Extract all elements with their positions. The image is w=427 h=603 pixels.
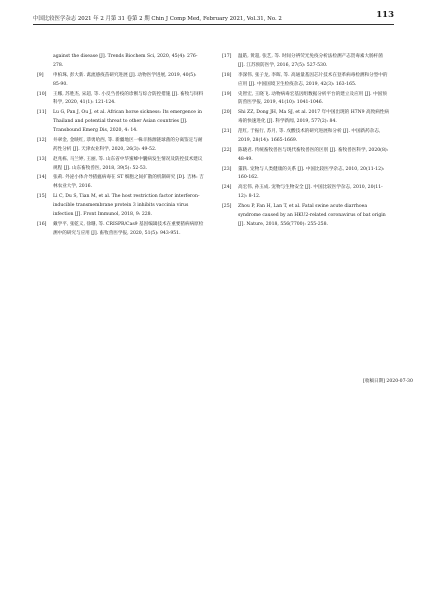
reference-item [37, 174, 205, 192]
reference-number: [23] [222, 166, 232, 172]
running-header [33, 8, 394, 22]
reference-text: 李深伟, 张子龙, 李晖, 等. 高通量基因芯片技术在登革病毒检测和分型中的应用 [J]. 中国国境卫生检疫杂志, 2019, 42(3): 163-165. [238, 72, 388, 87]
page-number: 113 [376, 10, 394, 20]
reference-number: [10] [37, 91, 47, 97]
reference-number: [17] [222, 54, 232, 59]
reference-text: 赵兆栋, 马兰婷, 王丽, 等. 山东省中华蜜蜂中囊病发生情况及防控技术建议规程 [J]. 山东畜牧兽医, 2018, 39(5): 52-53. [53, 156, 203, 171]
reference-column-left [37, 53, 205, 240]
reference-text: Li C, Du S, Tian M, et al. The host restriction factor interferon-inducible transmembrane protein 3 inhibits vaccinia virus infection [J]. Front Immunol, 2018, 9: 228. [53, 194, 200, 217]
reference-text: 井翠金, 金映红, 恭勇哈西, 等. 新疆地区一株羊肠源链球菌的分离鉴定与耐药性分析 [J]. 天津农业科学, 2020, 26(3): 49-52. [53, 137, 203, 152]
received-date: [收稿日期] 2020-07-30 [363, 379, 413, 384]
reference-number: [19] [222, 91, 232, 97]
reference-number: [15] [37, 194, 47, 200]
reference-number: [12] [37, 137, 47, 143]
reference-number: [20] [222, 110, 232, 116]
reference-item [37, 221, 205, 239]
reference-item [222, 53, 390, 71]
reference-text: 董轶. 宠物与人类健康的关系 [J]. 中国比较医学杂志, 2010, 20(11-12): 160-162. [238, 166, 385, 181]
reference-text: 戴学平, 张乾义, 徐珊, 等. CRISPR/Cas9 基因编辑技术在重要猪病病原检测中的研究与应用 [J]. 畜牧兽医学报, 2020, 51(5): 943-951. [53, 221, 204, 236]
reference-number: [9] [37, 72, 44, 78]
reference-text: 温皓, 黄超, 张艺, 等. 时间分辨荧光免疫分析法检测产志贺毒素大肠杆菌 [J]. 江苏预防医学, 2016, 27(5): 527-530. [238, 54, 383, 68]
reference-item [222, 147, 390, 165]
reference-item [222, 109, 390, 127]
reference-text: 申柏珠, 彭大新. 禽流感疫苗研究进展 [J]. 动物医学进展, 2019, 40(5): 85-90. [53, 72, 197, 87]
reference-text: 范红, 于振行, 苏月, 等. 戊酸技术的研究进展和分析 [J]. 中国新药杂志, 2019, 28(14): 1665-1669. [238, 129, 381, 143]
reference-column-right [222, 53, 390, 231]
reference-text: 高宏伟, 孙玉成. 宠物与生物安全 [J]. 中国比较医学杂志, 2010, 20(11-12): 8-12. [238, 185, 383, 200]
reference-text: 张莉. 外泌小体介导猪瘟病毒在 ST 细胞之间扩散的机制研究 [D]. 吉林: 吉林农业大学, 2016. [53, 175, 204, 190]
reference-item [222, 203, 390, 229]
reference-number: [24] [222, 185, 232, 191]
reference-item [222, 72, 390, 90]
reference-text: against the disease [J]. Trends Biochem Sci, 2020, 45(4): 276-278. [53, 54, 198, 68]
reference-number: [14] [37, 175, 47, 181]
reference-item [37, 109, 205, 135]
reference-item [37, 193, 205, 219]
reference-text: 王娜, 苏胜杰, 宋超, 等. 小反刍兽疫的诊断与综合防控措施 [J]. 畜牧与饲料科学, 2020, 41(1): 121-124. [53, 91, 204, 106]
reference-item [222, 184, 390, 202]
reference-number: [11] [37, 110, 47, 116]
reference-text: Zhou P, Fan H, Lan T, et al. Fatal swine acute diarrhoea syndrome caused by an HKU2-related coronavirus of bat origin [J]. Nature, 2018, 556(7700): 255-258. [238, 204, 386, 227]
reference-number: [22] [222, 147, 232, 153]
reference-number: [25] [222, 204, 232, 210]
reference-text: Shi ZZ, Dong JH, Ma SJ, et al. 2017 年中国出现的 H7N9 高致病性病毒的快速进化 [J]. 科学新闻, 2019, 577(2): 84. [238, 110, 390, 125]
header-rule [33, 24, 394, 25]
reference-text: Lu G, Pan J, Ou J, et al. African horse sickness: Its emergence in Thailand and potential threat to other Asian countries [J]. Transbound Emerg Dis, 2020, 4: 14. [53, 110, 202, 133]
reference-item [37, 156, 205, 174]
reference-item [222, 128, 390, 146]
reference-number: [13] [37, 156, 47, 162]
reference-item [37, 91, 205, 109]
reference-item [222, 91, 390, 109]
reference-number: [16] [37, 221, 47, 227]
reference-text: 史智宏, 王晓飞. 动物病毒宏基因组数据分析平台的建立及应用 [J]. 中国预防兽医学报, 2019, 41(10): 1041-1046. [238, 91, 387, 106]
reference-item [37, 137, 205, 155]
reference-item [37, 53, 205, 71]
reference-item [37, 72, 205, 90]
reference-number: [21] [222, 129, 232, 135]
reference-item [222, 166, 390, 184]
reference-text: 陈晓君. 传统畜牧兽医与现代畜牧兽医的区别 [J]. 畜牧兽医科学, 2020(8): 48-49. [238, 147, 389, 162]
running-title: 中国比较医学杂志 2021 年 2 月第 31 卷第 2 期 Chin J Comp Med, February 2021, Vol.31, No. 2 [33, 16, 282, 22]
reference-number: [18] [222, 72, 232, 78]
